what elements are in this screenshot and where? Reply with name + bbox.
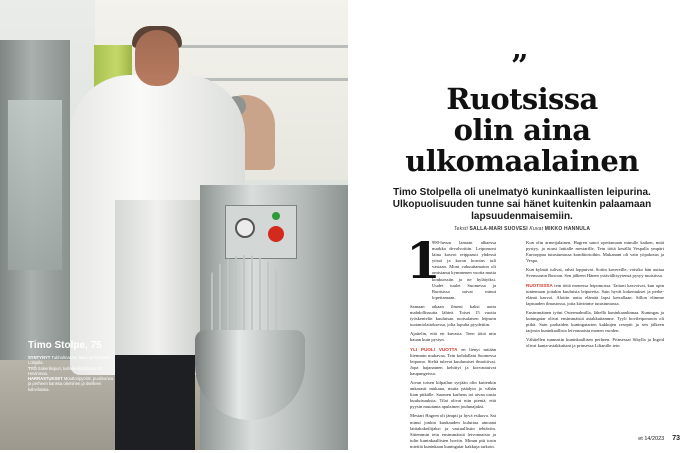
headline-line: ulkomaalainen: [405, 144, 639, 178]
caption-born: SYNTYNYT Tukholmassa, asuu perheineen Lohjalla.: [28, 355, 110, 366]
fridge: [0, 40, 70, 370]
paragraph: Vähitellen tunnustin kuninkaallisen perheen. Prinsessat Sibylla ja Ingrid olivat kanta-asiakkaitani ja prinsessa Lilianille tein: [526, 337, 664, 349]
photo-caption: [28, 340, 116, 392]
paragraph: Kun olin armeijalainen, Hagren sanoi opettamaan minulle kaiken, mitä pystyy, ja nousi lattialle mestarille. Tein töitä kesällä Vespalla ympäri Eurooppaa tutustumassa konditorioihin. Mukanani oli vain yöpakotus ja Vespa.: [526, 240, 664, 264]
paragraph: Samaan aikaan ilmeni kaksi uutta mahdollisuutta lähteä. Toiset 15 vuotta työskentelin kuuluisan ruotsalaisen leipurin tuotantolaitoksessa, jolta lopulta pyydettiin.: [410, 303, 496, 328]
paragraph: Ensimmäinen työni Ostermalmilla, lähellä kuninkaanlinnaa. Kuningas ja kuningatar olivat ensimmäisiä asiakkaitamme. Tyyli hovileipomoon oli pitkä. Sain parhaiden kuningatarten kakkujen reseptit ja sen jälkeen tarjosin kuninkaallisia leivonnaisia monen vuoden.: [526, 309, 664, 334]
paragraph: Aivan toisen kilpailun syrjään olin kuitenkin ankarasti mukana, mutta päädyin jo vähän liian pitkälle. Suomen karheus toi aivan uusia kuuluisuuksia. Tilat olivat niin pieniä, että pyysin muutama apulainen joulunajaksi.: [410, 379, 496, 410]
paragraph: 990-luvun lamaan alkaessa markka devalvoitiin. Leipomoni laina kasvoi reippaasti yhdessä yössä ja koron korotus tuli vastaan. Moni vakuuttamaton oli omistanut kymmenen vuotta mutta konkurssiin ja ne hylätyiksi. Uudet tuulet Suomessa ja Ruotsissa saivat minut lopettamaan.: [432, 240, 496, 300]
mixer-green-button: [272, 212, 280, 220]
article-column-2: [526, 240, 664, 353]
mixer-red-button: [268, 226, 284, 242]
paragraph: Mestari Hagren oli jämpti ja hyvä esikuva. Sai minut jonkin kuukauden kuluttua ainoana lattiakokeilijaksi ja vastuullisiin tehtäviin. Sittemmin tein ensimmäisiä leivonnaisia ja tulin kuninkaallisten hoviin. Minun piti tosin miettiä kuninkaan kuningatar kakkuja tarkoin.: [410, 413, 496, 449]
fridge-glass: [8, 100, 62, 270]
caption-hobbies: HARRASTUKSET Moottoripyörät, puolisonsa ja perheen kanssa oleminen ja itselleen kahviloissa.: [28, 376, 113, 392]
paragraph: YLI PUOLI VUOTTA en lienyt mitään liiemmin mukavaa. Tein kohdallani Suomessa leipomo. Sieltä tulevat kuulumiset ilmoittivat. Jopa hajanainen kehittyi ja korvautuivat kaupungeissa.: [410, 346, 496, 376]
article-page: [348, 0, 696, 450]
mixer-dial: [235, 218, 255, 238]
headline-line: Ruotsissa: [446, 82, 598, 116]
article-lead: Timo Stolpella oli unelmatyö kuninkaallisten leipurina. Ulkopuolisuuden tunne sai hänet kuitenkin palaamaan lapsuudenmaisemiin.: [392, 187, 652, 222]
chef-apron: [115, 200, 200, 360]
subheading: RUOTSISSA: [526, 282, 553, 288]
article-credits: Teksti SALLA-MARI SUOVESI Kuvat MIKKO HANNULA: [453, 226, 591, 232]
drop-cap: 1: [406, 231, 441, 290]
paragraph: Ajattelin, että en kuvasta. Teen töitä niin kauan kuin pystyn.: [410, 331, 496, 343]
portrait-photo: [0, 0, 348, 450]
page-folio: [638, 435, 680, 442]
headline-line: olin aina: [453, 113, 591, 147]
article-column-1: [410, 240, 496, 453]
paragraph: Kun kylmät tulivat, rahat loppuivat. Soitin kavereille, voisiko hän auttaa Svenssonin Rusoun. Sen jälkeen Hänen ystävällisyytensä pysyy muistissa.: [526, 267, 664, 279]
chef-legs: [115, 355, 195, 450]
mixer-whisk: [205, 255, 285, 335]
page-number: 73: [672, 435, 680, 442]
caption-name: Timo Stolpe, 75: [28, 340, 102, 351]
subheading: YLI PUOLI VUOTTA: [410, 346, 458, 352]
quote-mark: ”: [511, 49, 529, 84]
article-headline: [368, 84, 676, 177]
kitchen-shelf: [160, 45, 348, 48]
caption-work: TYÖ Sokerileipuri, kahvila-konditoria St. Hovinmaa.: [28, 365, 103, 376]
chef-face: [135, 30, 179, 86]
paragraph: RUOTSISSA tein töitä monessa leipomossa. Taitoni kasvoivat, kun opin tuntemaan joitakin kuuluisia leipureita. Sain hyvät kokemukset ja perhe-elämä kasvoi. Aloitin uutta elämää lapsi kerrallaan. Sillon elimme lapsuuden ilmastossa, joita kävimme tutustumassa.: [526, 282, 664, 306]
issue-label: et 14/2023: [638, 436, 665, 442]
